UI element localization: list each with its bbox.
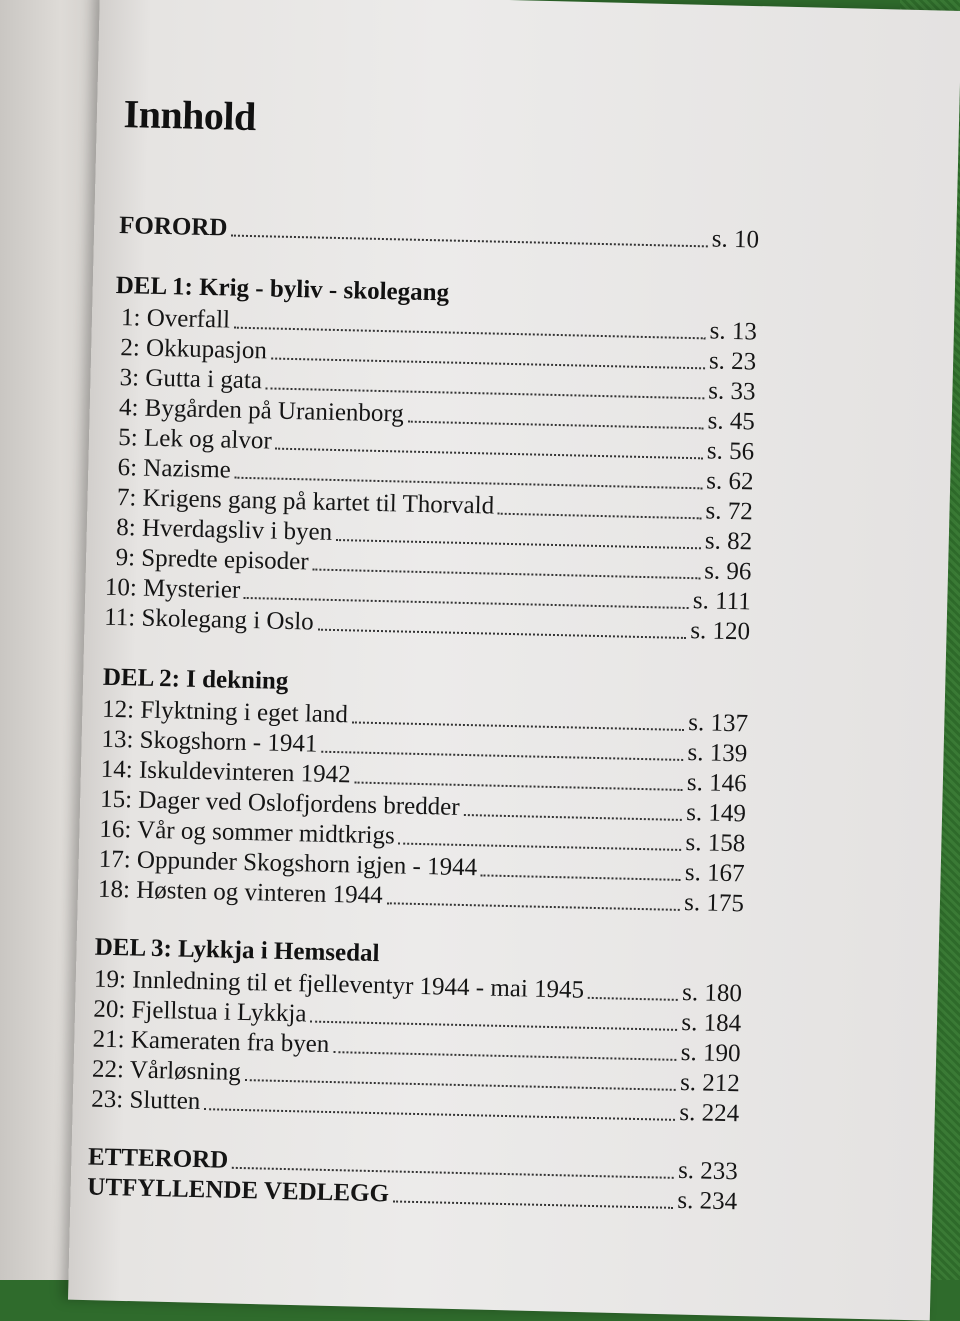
entry-page: s. 212	[679, 1068, 741, 1098]
entry-page: s. 96	[703, 557, 752, 586]
entry-label: 16: Vår og sommer midtkrigs	[99, 815, 396, 850]
entry-page: s. 13	[709, 317, 758, 346]
entry-label: 13: Skogshorn - 1941	[101, 725, 318, 758]
entry-label: 20: Fjellstua i Lykkja	[93, 995, 307, 1028]
entry-label: 19: Innledning til et fjelleventyr 1944 - mai 1945	[93, 965, 585, 1004]
entry-label: 10: Mysterier	[104, 573, 241, 604]
dot-leader	[312, 568, 700, 579]
entry-label: 3: Gutta i gata	[119, 364, 263, 395]
entry-label: 15: Dager ved Oslofjordens bredder	[99, 785, 460, 821]
dot-leader	[333, 1051, 677, 1061]
entry-page: s. 233	[677, 1156, 739, 1186]
entry-label: 6: Nazisme	[117, 454, 232, 484]
dot-leader	[204, 1108, 675, 1121]
entry-label: 4: Bygården på Uranienborg	[118, 394, 405, 428]
dot-leader	[271, 357, 705, 369]
dot-leader	[244, 597, 689, 609]
dot-leader	[481, 874, 681, 881]
entry-label: 8: Hverdagsliv i byen	[115, 514, 333, 546]
dot-leader	[393, 1200, 674, 1208]
entry-label: ETTERORD	[87, 1143, 229, 1174]
section-heading-del1: DEL 1: Krig - byliv - skolegang	[115, 271, 450, 307]
dot-leader	[276, 448, 703, 460]
entry-page: s. 72	[705, 497, 754, 526]
entry-page: s. 33	[708, 377, 756, 406]
entry-page: s. 45	[707, 407, 756, 436]
entry-label: UTFYLLENDE VEDLEGG	[87, 1173, 390, 1208]
entry-label: 17: Oppunder Skogshorn igjen - 1944	[98, 845, 478, 882]
entry-label: 1: Overfall	[120, 304, 231, 334]
entry-label: 14: Iskuldevinteren 1942	[100, 755, 352, 789]
dot-leader	[399, 843, 682, 851]
entry-page: s. 167	[684, 859, 745, 888]
entry-page: s. 111	[692, 587, 752, 616]
entry-label: 11: Skolegang i Oslo	[103, 603, 315, 636]
section-heading-del3: DEL 3: Lykkja i Hemsedal	[94, 933, 380, 968]
entry-label: 23: Slutten	[91, 1085, 201, 1116]
page-title: Innhold	[123, 91, 257, 140]
entry-label: 9: Spredte episoder	[115, 544, 309, 576]
section-heading-del2: DEL 2: I dekning	[102, 663, 289, 695]
entry-page: s. 180	[681, 978, 743, 1008]
entry-label: 2: Okkupasjon	[120, 334, 268, 365]
entry-page: s. 56	[706, 437, 755, 466]
entry-label: 18: Høsten og vinteren 1944	[97, 875, 384, 910]
dot-leader	[318, 629, 687, 639]
entry-page: s. 149	[685, 799, 747, 828]
entry-page: s. 234	[677, 1186, 738, 1216]
entry-label: 7: Krigens gang på kartet til Thorvald	[116, 484, 495, 520]
entry-page: s. 224	[679, 1098, 740, 1128]
entry-page: s. 190	[680, 1038, 741, 1068]
dot-leader	[408, 421, 704, 430]
entry-label: FORORD	[118, 212, 228, 242]
dot-leader	[588, 997, 678, 1001]
entry-label: 5: Lek og alvor	[118, 424, 273, 455]
entry-page: s. 158	[685, 829, 746, 858]
dot-leader	[232, 1167, 674, 1179]
dot-leader	[498, 513, 702, 520]
dot-leader	[336, 539, 701, 549]
dot-leader	[266, 387, 704, 399]
entry-page: s. 10	[711, 225, 760, 254]
dot-leader	[352, 721, 684, 731]
entry-page: s. 139	[687, 739, 748, 768]
entry-page: s. 146	[686, 769, 747, 798]
entry-page: s. 23	[708, 347, 757, 376]
entry-label: 12: Flyktning i eget land	[101, 695, 349, 729]
entry-page: s. 120	[690, 617, 751, 646]
entry-label: 21: Kameraten fra byen	[92, 1025, 330, 1058]
entry-page: s. 175	[683, 889, 745, 918]
dot-leader	[321, 751, 683, 761]
entry-page: s. 82	[704, 527, 753, 556]
entry-page: s. 62	[705, 467, 754, 496]
dot-leader	[310, 1021, 677, 1031]
toc-entry-forord	[119, 212, 759, 255]
dot-leader	[245, 1079, 676, 1091]
entry-page: s. 137	[687, 709, 749, 738]
entry-label: 22: Vårløsning	[91, 1055, 242, 1086]
dot-leader	[463, 814, 682, 821]
dot-leader	[387, 902, 681, 911]
dot-leader	[231, 235, 707, 248]
entry-page: s. 184	[681, 1008, 742, 1038]
dot-leader	[355, 781, 683, 790]
